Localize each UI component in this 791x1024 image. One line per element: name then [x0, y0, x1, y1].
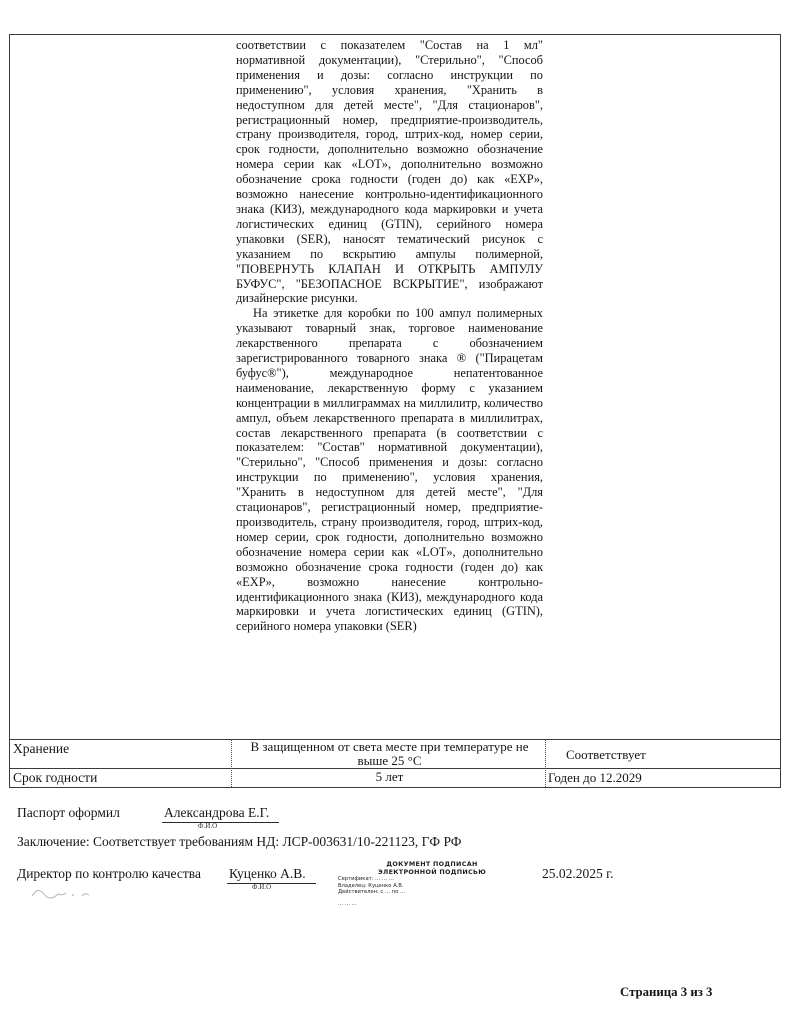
stamp-title-line1: ДОКУМЕНТ ПОДПИСАН	[386, 860, 478, 868]
labelling-requirements-text	[236, 38, 543, 634]
shelf-life-row-value: 5 лет	[375, 769, 404, 784]
stamp-certificate-line: Сертификат: … … …	[338, 876, 394, 883]
fio-caption-director: Ф.И.О	[252, 883, 272, 891]
storage-row-status: Соответствует	[566, 747, 646, 762]
paragraph-ampoule-label: соответствии с показателем "Состав на 1 мл" нормативной документации), "Стерильно", "Способ применения и дозы: согласно инструкции по применению", условия хранения, "Хранить в недоступном для детей месте", "Для стационаров", регистрационный номер, предприятие-производитель, страну производителя, город, штрих-код, номер серии, срок годности, дополнительно возможно обозначение номера серии как «LOT», дополнительно возможно обозначение срока годности (годен до) как «EXP», возможно нанесение контрольно-идентификационного знака (КИЗ), международного кода маркировки и учета логистических единиц (GTIN), серийного номера упаковки (SER), наносят тематический рисунок с указанием по вскрытию ампулы полимерной, "ПОВЕРНУТЬ КЛАПАН И ОТКРЫТЬ АМПУЛУ БУФУС", "БЕЗОПАСНОЕ ВСКРЫТИЕ", изображают дизайнерские рисунки.	[236, 38, 543, 306]
storage-row-label: Хранение	[13, 741, 70, 756]
page-number: Страница 3 из 3	[620, 985, 713, 999]
shelf-life-row-status: Годен до 12.2029	[548, 770, 642, 785]
stamp-title-line2: ЭЛЕКТРОННОЙ ПОДПИСЬЮ	[378, 867, 486, 876]
digital-signature-stamp	[338, 861, 526, 908]
stamp-extra-line: … … …	[338, 900, 357, 907]
passport-prepared-label: Паспорт оформил	[17, 805, 120, 820]
storage-row-value: В защищенном от света месте при температуре не выше 25 °С	[250, 739, 529, 769]
shelf-life-row-label: Срок годности	[13, 770, 98, 785]
table-border-bottom	[9, 787, 781, 788]
conclusion-line: Заключение: Соответствует требованиям НД: ЛСР-003631/10-221123, ГФ РФ	[17, 834, 462, 849]
table-border-right	[780, 34, 781, 788]
passport-prepared-name: Александрова Е.Г.	[162, 805, 279, 823]
signature-date: 25.02.2025 г.	[542, 866, 614, 881]
stamp-owner-line: Владелец: Куценко А.В.	[338, 882, 404, 889]
stamp-validity-line: Действителен: с … по …	[338, 889, 406, 896]
table-border-left	[9, 34, 10, 788]
table-border-top	[9, 34, 781, 35]
director-label: Директор по контролю качества	[17, 866, 201, 881]
fio-caption-prepared: Ф.И.О	[198, 822, 218, 830]
handwritten-signature	[28, 882, 108, 902]
column-divider-right	[545, 739, 546, 787]
director-name: Куценко А.В.	[227, 866, 316, 884]
paragraph-box-label: На этикетке для коробки по 100 ампул полимерных указывают товарный знак, торговое наименование лекарственного препарата с обозначением зарегистрированного товарного знака ® ("Пирацетам буфус®"), международное непатентованное наименование, лекарственную форму с указанием концентрации в миллиграммах на миллилитр, количество ампул, объем лекарственного препарата в миллилитрах, состав лекарственного препарата (в соответствии с показателем: "Состав" нормативной документации), "Стерильно", "Способ применения и дозы: согласно инструкции по применению", условия хранения, "Хранить в недоступном для детей месте", "Для стационаров", регистрационный номер, предприятие-производитель, страну производителя, город, штрих-код, номер серии, срок годности, дополнительно возможно обозначение номера серии как «LOT», дополнительно возможно обозначение срока годности (годен до) как «EXP», возможно нанесение контрольно-идентификационного знака (КИЗ), международного кода маркировки и учета логистических единиц (GTIN), серийного номера упаковки (SER)	[236, 306, 543, 634]
column-divider-left	[231, 739, 232, 787]
